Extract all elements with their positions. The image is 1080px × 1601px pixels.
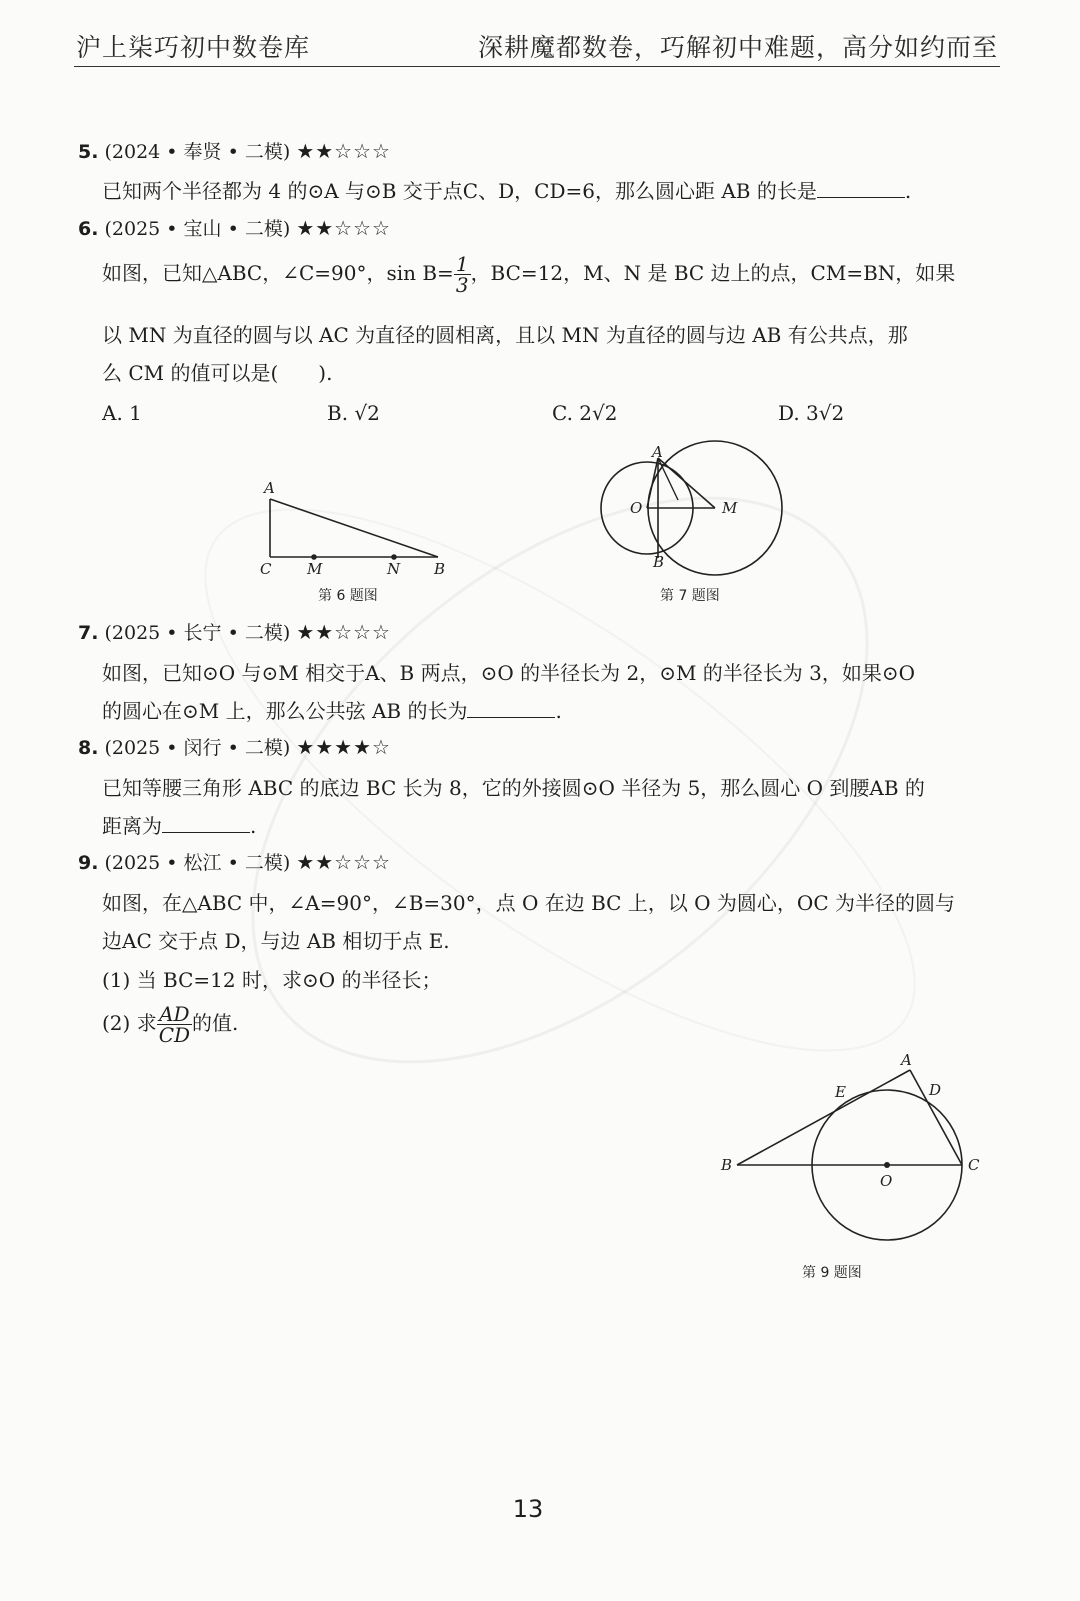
option-c: C. 2√2	[552, 401, 618, 425]
header-divider	[74, 66, 1000, 67]
question-6-text-a: 如图，已知△ABC，∠C=90°，sin B=	[102, 261, 454, 285]
answer-blank	[467, 699, 555, 718]
question-7-line-1: 如图，已知⊙O 与⊙M 相交于A、B 两点，⊙O 的半径长为 2，⊙M 的半径长为 3，如果⊙O	[102, 661, 916, 685]
label-o: O	[630, 499, 643, 517]
label-a: A	[264, 479, 275, 497]
question-7-end: .	[555, 699, 562, 723]
question-6-heading	[78, 214, 391, 241]
point-n	[391, 554, 397, 560]
question-9-line-1: 如图，在△ABC 中，∠A=90°，∠B=30°，点 O 在边 BC 上，以 O 为圆心，OC 为半径的圆与	[102, 891, 955, 915]
fraction-denominator: CD	[158, 1023, 191, 1047]
fraction	[157, 1004, 192, 1045]
label-e: E	[835, 1083, 846, 1101]
page-number: 13	[512, 1495, 544, 1523]
label-c: C	[968, 1156, 980, 1174]
label-c: C	[260, 560, 272, 578]
question-5-line: 已知两个半径都为 4 的⊙A 与⊙B 交于点C、D，CD=6，那么圆心距 AB 的长是	[102, 179, 817, 203]
fraction	[454, 254, 471, 295]
question-8-text: 距离为	[102, 814, 162, 838]
question-9-part-2-text-a: (2) 求	[102, 1011, 157, 1035]
figure-9-caption: 第 9 题图	[802, 1265, 862, 1281]
question-7-text: 的圆心在⊙M 上，那么公共弦 AB 的长为	[102, 699, 468, 723]
fraction-numerator: AD	[157, 1004, 192, 1025]
difficulty-stars: ★★☆☆☆	[296, 139, 391, 163]
question-number: 6.	[78, 218, 99, 240]
question-5-text	[102, 175, 911, 204]
segment-am	[658, 458, 715, 508]
label-o: O	[880, 1172, 893, 1190]
segment-a-aux	[658, 458, 678, 500]
header-left-title: 沪上柒巧初中数卷库	[76, 33, 311, 62]
label-a: A	[652, 443, 663, 461]
question-8-line-2	[102, 810, 256, 839]
question-8-line-1: 已知等腰三角形 ABC 的底边 BC 长为 8，它的外接圆⊙O 半径为 5，那么圆心 O 到腰AB 的	[102, 776, 925, 800]
question-8-heading	[78, 733, 391, 760]
point-m	[311, 554, 317, 560]
figure-9-diagram	[715, 1048, 990, 1248]
question-number: 7.	[78, 622, 99, 644]
fraction-denominator: 3	[455, 273, 469, 297]
question-9-line-2: 边AC 交于点 D，与边 AB 相切于点 E.	[102, 929, 450, 953]
difficulty-stars: ★★☆☆☆	[296, 620, 391, 644]
question-5-heading	[78, 137, 391, 164]
question-source: (2025 • 宝山 • 二模)	[104, 218, 291, 240]
option-d: D. 3√2	[778, 401, 845, 425]
question-number: 5.	[78, 141, 99, 163]
difficulty-stars: ★★☆☆☆	[296, 216, 391, 240]
question-9-part-1: (1) 当 BC=12 时，求⊙O 的半径长；	[102, 968, 442, 992]
label-m: M	[307, 560, 323, 578]
answer-blank	[162, 814, 250, 833]
segment-ab	[270, 499, 438, 557]
question-6-line-3: 么 CM 的值可以是( ).	[102, 361, 333, 385]
question-5-end: .	[904, 179, 912, 203]
segment-ao	[647, 458, 658, 508]
label-m: M	[722, 499, 738, 517]
question-source: (2025 • 闵行 • 二模)	[104, 737, 291, 759]
point-o	[884, 1162, 890, 1168]
difficulty-stars: ★★★★☆	[296, 735, 391, 759]
question-6-line-2: 以 MN 为直径的圆与以 AC 为直径的圆相离，且以 MN 为直径的圆与边 AB 有公共点，那	[102, 323, 908, 347]
label-d: D	[929, 1081, 942, 1099]
label-b: B	[434, 560, 446, 578]
label-a: A	[901, 1051, 912, 1069]
option-a: A. 1	[102, 401, 142, 425]
option-b: B. √2	[327, 401, 380, 425]
question-9-heading	[78, 848, 391, 875]
header-right-slogan: 深耕魔都数卷，巧解初中难题，高分如约而至	[477, 33, 998, 62]
label-b: B	[721, 1156, 733, 1174]
figure-6-diagram	[250, 475, 460, 585]
question-source: (2024 • 奉贤 • 二模)	[104, 141, 291, 163]
figure-6-caption: 第 6 题图	[318, 588, 378, 604]
question-6-line-1	[102, 254, 955, 295]
figure-7-caption: 第 7 题图	[660, 588, 720, 604]
question-8-end: .	[250, 814, 257, 838]
question-7-line-2	[102, 695, 562, 724]
fraction-numerator: 1	[455, 252, 469, 276]
label-b: B	[653, 553, 665, 571]
question-9-part-2	[102, 1004, 238, 1045]
label-n: N	[387, 560, 401, 578]
question-9-part-2-text-b: 的值.	[192, 1011, 239, 1035]
question-6-text-b: ，BC=12，M、N 是 BC 边上的点，CM=BN，如果	[470, 261, 956, 285]
answer-blank	[817, 179, 905, 198]
segment-ba	[737, 1070, 910, 1165]
question-number: 8.	[78, 737, 99, 759]
question-source: (2025 • 松江 • 二模)	[104, 852, 291, 874]
question-7-heading	[78, 618, 391, 645]
question-number: 9.	[78, 852, 99, 874]
figure-7-diagram	[590, 438, 800, 578]
question-source: (2025 • 长宁 • 二模)	[104, 622, 291, 644]
difficulty-stars: ★★☆☆☆	[296, 850, 391, 874]
